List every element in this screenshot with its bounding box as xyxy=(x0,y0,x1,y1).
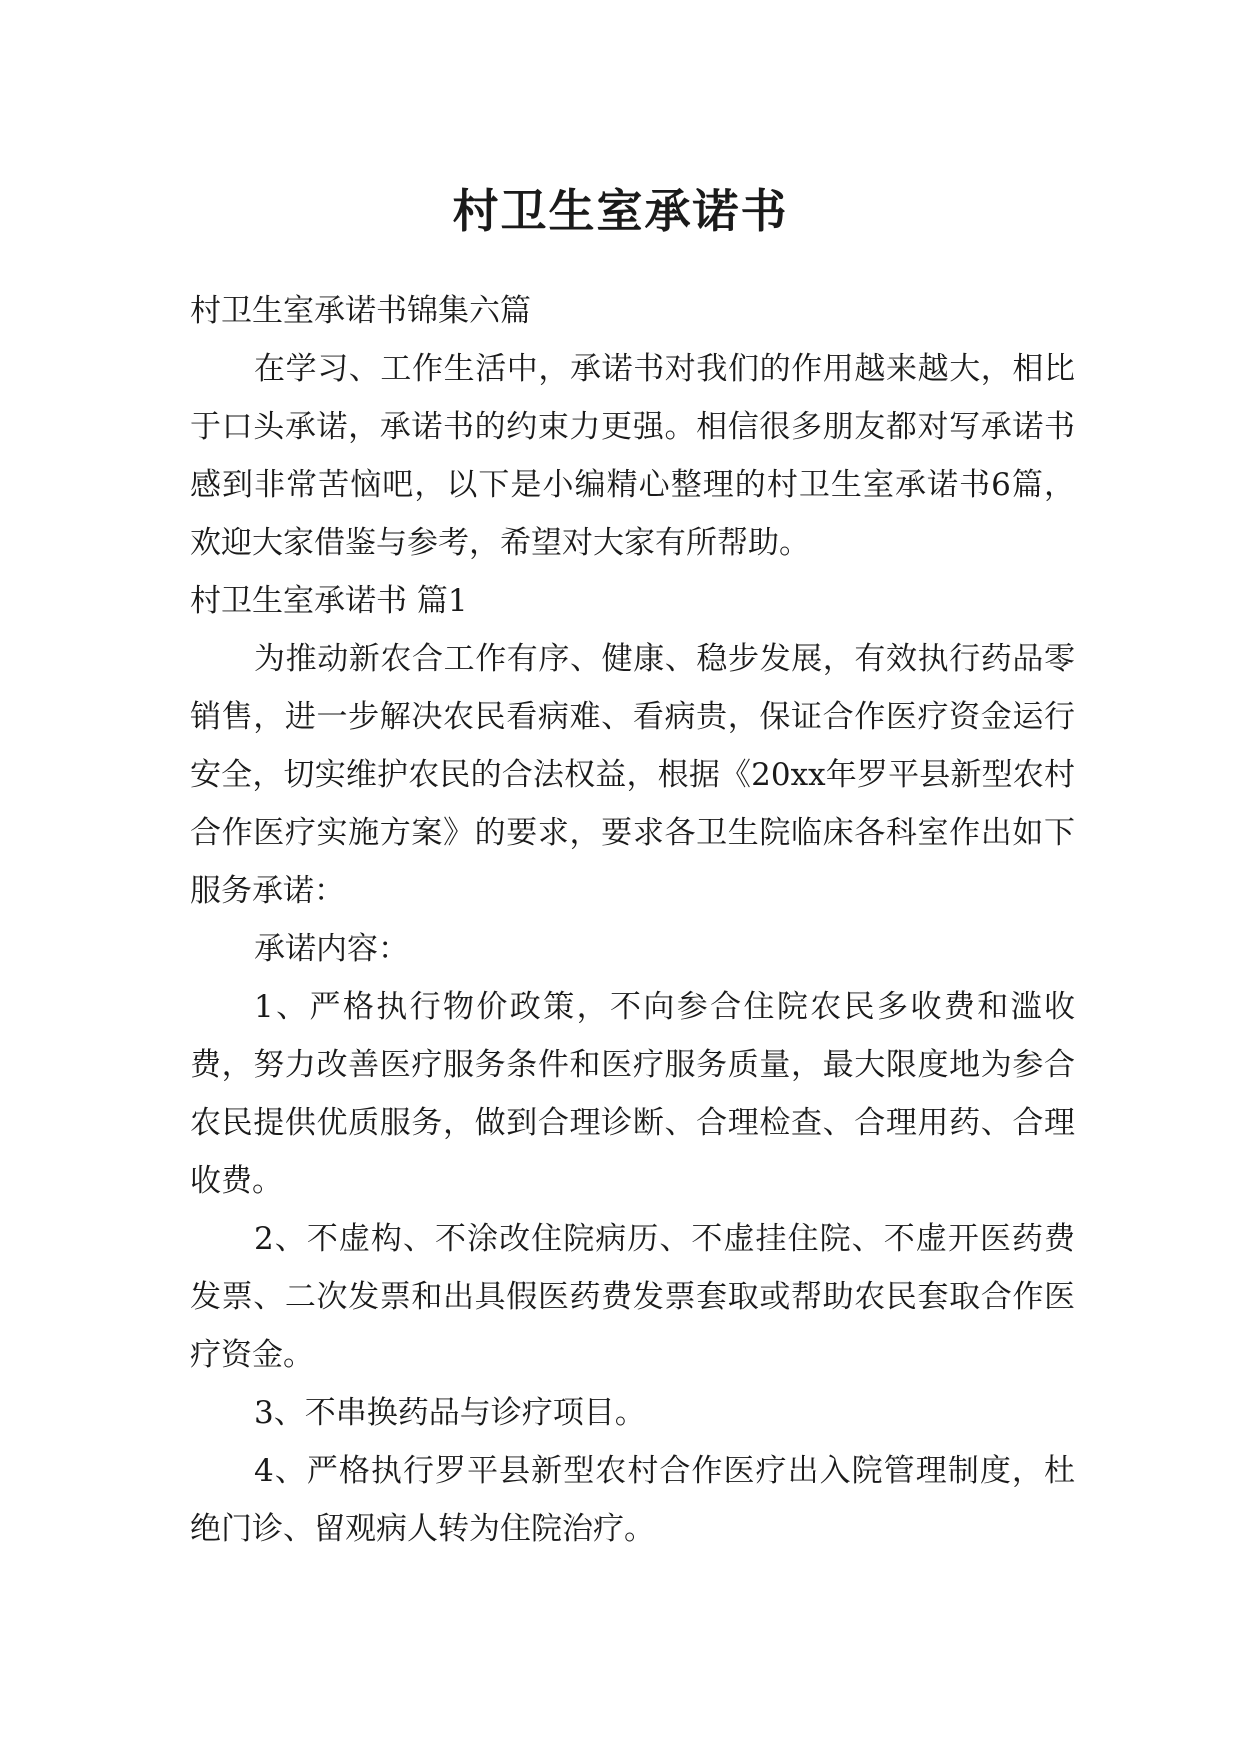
paragraph-commitment-label: 承诺内容： xyxy=(254,931,409,967)
document-body xyxy=(190,282,1075,1558)
paragraph-section-heading: 村卫生室承诺书 篇1 xyxy=(190,583,468,619)
paragraph-collection-title: 村卫生室承诺书锦集六篇 xyxy=(190,293,531,329)
paragraph-item-2: 2、不虚构、不涂改住院病历、不虚挂住院、不虚开医药费发票、二次发票和出具假医药费发票套取或帮助农民套取合作医疗资金。 xyxy=(190,1221,1075,1373)
paragraph-intro: 在学习、工作生活中，承诺书对我们的作用越来越大，相比于口头承诺，承诺书的约束力更强。相信很多朋友都对写承诺书感到非常苦恼吧，以下是小编精心整理的村卫生室承诺书6篇，欢迎大家借鉴与参考，希望对大家有所帮助。 xyxy=(190,351,1075,561)
paragraph-item-4: 4、严格执行罗平县新型农村合作医疗出入院管理制度，杜绝门诊、留观病人转为住院治疗。 xyxy=(190,1453,1075,1547)
paragraph-item-1: 1、严格执行物价政策，不向参合住院农民多收费和滥收费，努力改善医疗服务条件和医疗服务质量，最大限度地为参合农民提供优质服务，做到合理诊断、合理检查、合理用药、合理收费。 xyxy=(190,989,1075,1199)
document-title: 村卫生室承诺书 xyxy=(452,183,789,238)
paragraph-purpose: 为推动新农合工作有序、健康、稳步发展，有效执行药品零销售，进一步解决农民看病难、看病贵，保证合作医疗资金运行安全，切实维护农民的合法权益，根据《20xx年罗平县新型农村合作医疗实施方案》的要求，要求各卫生院临床各科室作出如下服务承诺： xyxy=(190,641,1075,909)
paragraph-item-3: 3、不串换药品与诊疗项目。 xyxy=(254,1395,646,1431)
